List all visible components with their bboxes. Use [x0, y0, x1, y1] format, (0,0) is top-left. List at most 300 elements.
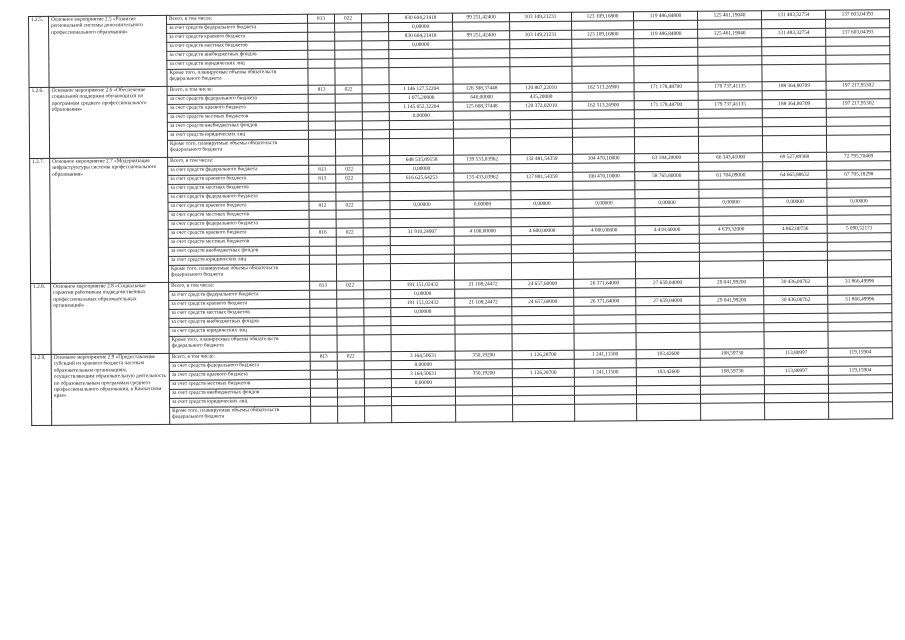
section-code-cell: [336, 156, 363, 165]
amount-cell: 1 126,28700: [512, 368, 574, 377]
amount-cell: 4 000,00000: [573, 226, 635, 235]
amount-cell: 69 527,89368: [763, 152, 827, 162]
section-code-cell: [337, 370, 364, 379]
amount-cell: 120 807,22010: [510, 83, 572, 92]
amount-cell: 26 371,64000: [574, 297, 636, 306]
grbs-code-cell: [310, 379, 337, 388]
amount-cell: [511, 208, 573, 217]
amount-cell: 103,42600: [636, 349, 700, 359]
amount-cell: 21 108,24472: [455, 298, 512, 307]
section-name: Основное мероприятие 2.5 «Развитие региональной системы дополнительного профессионального образования»: [49, 15, 168, 87]
empty-code-cell: [362, 68, 389, 85]
amount-cell: 1 075,20000: [389, 93, 453, 103]
amount-cell: [455, 307, 512, 316]
empty-code-cell: [364, 299, 391, 308]
amount-cell: 0,00000: [699, 198, 763, 208]
amount-cell: [574, 306, 636, 315]
empty-code-cell: [362, 103, 389, 112]
amount-cell: [572, 57, 634, 66]
amount-cell: [699, 261, 763, 279]
grbs-code-cell: [309, 255, 336, 264]
section-code-cell: [336, 192, 363, 201]
amount-cell: [699, 234, 763, 244]
amount-cell: [572, 110, 634, 119]
amount-cell: [826, 117, 890, 127]
amount-cell: [513, 404, 575, 421]
amount-cell: [826, 46, 890, 56]
amount-cell: [512, 306, 574, 315]
amount-cell: [573, 253, 635, 262]
amount-cell: 103 149,21231: [509, 12, 571, 21]
section-number: 1.2.7.: [30, 158, 51, 283]
amount-cell: [636, 394, 700, 404]
empty-code-cell: [362, 32, 389, 41]
amount-cell: [455, 334, 512, 351]
amount-cell: [455, 325, 512, 334]
amount-cell: 119,15904: [828, 366, 892, 376]
grbs-code-cell: [308, 68, 335, 85]
amount-cell: [572, 39, 634, 48]
section-code-cell: [337, 326, 364, 335]
empty-code-cell: [363, 201, 390, 210]
amount-cell: [574, 377, 636, 386]
empty-code-cell: [362, 23, 389, 32]
budget-table: [28, 9, 893, 426]
funding-source-label: за счет средств юридических лиц: [169, 326, 310, 336]
amount-cell: [765, 402, 829, 420]
amount-cell: [510, 119, 572, 128]
amount-cell: 350,19200: [455, 369, 512, 378]
funding-source-label: за счет средств федерального бюджета: [169, 361, 310, 371]
amount-cell: 350,19200: [455, 351, 512, 360]
amount-cell: [763, 161, 827, 171]
section-code-cell: [335, 121, 362, 130]
grbs-code-cell: [308, 94, 335, 103]
empty-code-cell: [364, 308, 391, 317]
amount-cell: [510, 48, 572, 57]
empty-code-cell: [363, 165, 390, 174]
amount-cell: [762, 90, 826, 100]
empty-code-cell: [362, 41, 389, 50]
amount-cell: [764, 331, 828, 349]
empty-code-cell: [362, 112, 389, 121]
section-code-cell: [335, 59, 362, 68]
section-name: Основное мероприятие 2.8 «Социальные гарантии работникам подведомственных профессиональных образовательных организаций»: [51, 282, 170, 354]
amount-cell: 1 241,11500: [574, 350, 636, 359]
amount-cell: [827, 260, 891, 278]
amount-cell: 64 665,88632: [763, 170, 827, 180]
amount-cell: 179 737,41135: [698, 100, 762, 110]
funding-source-label: за счет средств федерального бюджета: [167, 94, 308, 104]
funding-source-label: за счет средств местных бюджетов: [167, 41, 308, 51]
amount-cell: 1 241,11500: [574, 368, 636, 377]
amount-cell: 67 705,18298: [827, 170, 891, 180]
amount-cell: [572, 119, 634, 128]
amount-cell: 27 659,04000: [636, 296, 700, 306]
grbs-code-cell: [308, 50, 335, 59]
funding-source-label: Всего, в том числе:: [169, 352, 310, 362]
empty-code-cell: [365, 406, 392, 423]
grbs-code-cell: 813: [310, 352, 337, 361]
section-code-cell: [337, 379, 364, 388]
funding-source-label: Всего, в том числе:: [166, 14, 307, 24]
amount-cell: [634, 136, 698, 154]
amount-cell: 4 100,00000: [454, 227, 511, 236]
funding-source-label: за счет средств внебюджетных фондов: [169, 317, 310, 327]
amount-cell: [510, 57, 572, 66]
amount-cell: 0,00000: [391, 378, 455, 388]
funding-source-label: Кроме того, планируемые объемы обязательств федерального бюджета: [169, 335, 310, 353]
amount-cell: [573, 262, 635, 279]
amount-cell: 137 603,04393: [825, 10, 889, 20]
amount-cell: 100 470,10000: [573, 172, 635, 181]
funding-source-label: за счет средств местных бюджетов: [167, 112, 308, 122]
funding-source-label: за счет средств краевого бюджета: [167, 103, 308, 113]
amount-cell: [699, 207, 763, 217]
amount-cell: [390, 263, 454, 281]
funding-source-label: за счет средств краевого бюджета: [167, 32, 308, 42]
grbs-code-cell: 813: [308, 85, 335, 94]
funding-source-label: Кроме того, планируемые объемы обязательств федерального бюджета: [167, 139, 308, 157]
empty-code-cell: [364, 388, 391, 397]
amount-cell: 0,00000: [763, 197, 827, 207]
amount-cell: [510, 137, 572, 154]
funding-source-label: за счет средств федерального бюджета: [167, 23, 308, 33]
amount-cell: 191 151,02432: [391, 280, 455, 290]
amount-cell: [634, 65, 698, 83]
amount-cell: 132 481,54359: [511, 154, 573, 163]
amount-cell: [453, 129, 510, 138]
amount-cell: 0,00000: [390, 200, 454, 210]
grbs-code-cell: [309, 156, 336, 165]
section-code-cell: [337, 317, 364, 326]
amount-cell: 197 217,95302: [826, 81, 890, 91]
grbs-code-cell: [311, 397, 338, 406]
grbs-code-cell: [308, 139, 335, 156]
section-code-cell: [337, 299, 364, 308]
amount-cell: [392, 405, 456, 423]
amount-cell: 4 862,00736: [763, 224, 827, 234]
amount-cell: 21 108,24472: [455, 280, 512, 289]
amount-cell: [572, 48, 634, 57]
section-number: 1.2.6.: [29, 87, 50, 158]
amount-cell: 0,00000: [390, 164, 454, 174]
amount-cell: 0,00000: [635, 198, 699, 208]
amount-cell: 3 164,50631: [391, 369, 455, 379]
section-name: Основное мероприятие 2.9 «Предоставление субсидий из краевого бюджета частным образовательным организациям, осуществляющим образовательную деятельность по образовательным программам среднего профессионального образования, в Камчатском крае»: [51, 353, 170, 425]
section-code-cell: [336, 246, 363, 255]
amount-cell: [762, 126, 826, 136]
section-code-cell: [335, 68, 362, 85]
amount-cell: [699, 162, 763, 172]
amount-cell: 0,00000: [389, 22, 453, 32]
amount-cell: 0,00000: [391, 307, 455, 317]
grbs-code-cell: [308, 23, 335, 32]
amount-cell: [762, 135, 826, 153]
amount-cell: [511, 163, 573, 172]
amount-cell: 104 470,10000: [573, 154, 635, 163]
section-code-cell: 022: [335, 85, 362, 94]
section-code-cell: 022: [334, 14, 361, 23]
amount-cell: [511, 190, 573, 199]
amount-cell: [573, 190, 635, 199]
amount-cell: 66 343,41000: [699, 153, 763, 163]
amount-cell: [510, 66, 572, 83]
amount-cell: [762, 64, 826, 82]
amount-cell: 61 704,09000: [699, 171, 763, 181]
amount-cell: [573, 208, 635, 217]
amount-cell: [699, 180, 763, 190]
empty-code-cell: [364, 370, 391, 379]
empty-code-cell: [363, 156, 390, 165]
grbs-code-cell: [310, 335, 337, 352]
section-code-cell: [335, 94, 362, 103]
grbs-code-cell: 812: [309, 201, 336, 210]
amount-cell: [453, 138, 510, 155]
section-code-cell: [335, 112, 362, 121]
amount-cell: [391, 325, 455, 335]
amount-cell: [512, 324, 574, 333]
amount-cell: 830 604,21418: [389, 31, 453, 41]
grbs-code-cell: 813: [309, 165, 336, 174]
amount-cell: [512, 395, 574, 404]
amount-cell: [826, 108, 890, 118]
amount-cell: 0,00000: [389, 40, 453, 50]
amount-cell: 72 795,70469: [827, 152, 891, 162]
funding-source-label: за счет средств юридических лиц: [167, 59, 308, 69]
amount-cell: 648 535,89158: [390, 155, 454, 165]
amount-cell: 179 737,41135: [698, 82, 762, 92]
section-code-cell: [336, 237, 363, 246]
grbs-code-cell: [310, 370, 337, 379]
amount-cell: [698, 65, 762, 83]
amount-cell: 137 603,04393: [826, 28, 890, 38]
section-code-cell: 022: [337, 352, 364, 361]
grbs-code-cell: [310, 317, 337, 326]
section-code-cell: [335, 50, 362, 59]
amount-cell: [510, 21, 572, 30]
section-number: 1.2.8.: [31, 283, 52, 354]
empty-code-cell: [363, 192, 390, 201]
empty-code-cell: [363, 228, 390, 237]
amount-cell: 31 866,49996: [828, 277, 892, 287]
amount-cell: [635, 261, 699, 279]
grbs-code-cell: [308, 130, 335, 139]
section-code-cell: [335, 32, 362, 41]
amount-cell: [511, 253, 573, 262]
amount-cell: [572, 66, 634, 83]
amount-cell: 0,00000: [454, 200, 511, 209]
amount-cell: [636, 287, 700, 297]
funding-source-label: за счет средств краевого бюджета: [168, 228, 309, 238]
amount-cell: [574, 395, 636, 404]
amount-cell: 58 765,80000: [635, 171, 699, 181]
empty-code-cell: [363, 219, 390, 228]
funding-source-label: за счет средств краевого бюджета: [168, 201, 309, 211]
amount-cell: [572, 92, 634, 101]
amount-cell: 125 461,19040: [697, 11, 761, 21]
amount-cell: [763, 206, 827, 216]
amount-cell: [389, 67, 453, 85]
funding-source-label: за счет средств местных бюджетов: [168, 183, 309, 193]
amount-cell: 0,00000: [827, 197, 891, 207]
section-code-cell: [335, 23, 362, 32]
funding-source-label: за счет средств юридических лиц: [170, 397, 311, 407]
amount-cell: [511, 217, 573, 226]
amount-cell: [636, 332, 700, 350]
amount-cell: 1 146 127,52204: [389, 84, 453, 94]
section-code-cell: [337, 388, 364, 397]
empty-code-cell: [365, 397, 392, 406]
empty-code-cell: [362, 50, 389, 59]
grbs-code-cell: [309, 219, 336, 228]
amount-cell: [763, 233, 827, 243]
amount-cell: 0,00000: [511, 199, 573, 208]
amount-cell: 24 657,60000: [512, 297, 574, 306]
empty-code-cell: [363, 174, 390, 183]
empty-code-cell: [362, 85, 389, 94]
funding-source-label: за счет средств федерального бюджета: [168, 219, 309, 229]
amount-cell: [763, 215, 827, 225]
amount-cell: [763, 260, 827, 278]
amount-cell: [512, 315, 574, 324]
amount-cell: [392, 396, 456, 406]
amount-cell: 99 251,42400: [453, 31, 510, 40]
funding-source-label: Кроме того, планируемые объемы обязательств федерального бюджета: [167, 68, 308, 86]
amount-cell: [574, 386, 636, 395]
amount-cell: 126 308,37448: [453, 84, 510, 93]
amount-cell: [637, 403, 701, 421]
amount-cell: 5 090,52171: [827, 224, 891, 234]
amount-cell: [454, 254, 511, 263]
amount-cell: [826, 37, 890, 47]
funding-source-label: за счет средств внебюджетных фондов: [169, 388, 310, 398]
amount-cell: [574, 324, 636, 333]
amount-cell: [699, 189, 763, 199]
funding-source-label: Всего, в том числе:: [168, 156, 309, 166]
funding-source-label: Кроме того, планируемые объемы обязательств федерального бюджета: [170, 406, 311, 424]
amount-cell: 99 251,42400: [452, 13, 509, 22]
amount-cell: [455, 289, 512, 298]
section-code-cell: [335, 139, 362, 156]
amount-cell: 30 436,00762: [764, 295, 828, 305]
amount-cell: [762, 117, 826, 127]
amount-cell: [636, 305, 700, 315]
grbs-code-cell: [310, 326, 337, 335]
amount-cell: [391, 334, 455, 352]
section-code-cell: 022: [336, 228, 363, 237]
funding-source-label: за счет средств федерального бюджета: [169, 290, 310, 300]
amount-cell: [572, 21, 634, 30]
amount-cell: [635, 252, 699, 262]
amount-cell: [636, 376, 700, 386]
empty-code-cell: [364, 361, 391, 370]
amount-cell: [826, 55, 890, 65]
amount-cell: [455, 396, 512, 405]
amount-cell: [512, 386, 574, 395]
funding-source-label: Всего, в том числе:: [167, 85, 308, 95]
amount-cell: [511, 262, 573, 279]
section-code-cell: [336, 219, 363, 228]
section-code-cell: 022: [337, 281, 364, 290]
amount-cell: [762, 55, 826, 65]
empty-code-cell: [364, 379, 391, 388]
amount-cell: 108,59730: [700, 349, 764, 359]
funding-source-label: за счет средств юридических лиц: [167, 130, 308, 140]
amount-cell: [826, 90, 890, 100]
amount-cell: 135 433,03962: [454, 173, 511, 182]
amount-cell: [701, 403, 765, 421]
empty-code-cell: [362, 94, 389, 103]
amount-cell: 139 533,03962: [454, 155, 511, 164]
grbs-code-cell: 813: [310, 281, 337, 290]
amount-cell: 108,59730: [700, 367, 764, 377]
empty-code-cell: [364, 290, 391, 299]
grbs-code-cell: 813: [307, 14, 334, 23]
funding-source-label: за счет средств краевого бюджета: [169, 370, 310, 380]
funding-source-label: за счет средств местных бюджетов: [168, 237, 309, 247]
amount-cell: [826, 126, 890, 136]
grbs-code-cell: [308, 121, 335, 130]
amount-cell: 119,15904: [828, 348, 892, 358]
amount-cell: [454, 236, 511, 245]
empty-code-cell: [362, 130, 389, 139]
amount-cell: 29 041,99200: [700, 278, 764, 288]
amount-cell: [826, 135, 890, 153]
empty-code-cell: [362, 121, 389, 130]
budget-table-body: [29, 10, 893, 426]
amount-cell: 3 164,50631: [391, 351, 455, 361]
section-code-cell: [337, 290, 364, 299]
section-code-cell: [336, 255, 363, 264]
amount-cell: [454, 218, 511, 227]
amount-cell: 162 513,26900: [572, 101, 634, 110]
amount-cell: 0,00000: [389, 111, 453, 121]
grbs-code-cell: [309, 246, 336, 255]
empty-code-cell: [364, 335, 391, 352]
section-code-cell: 022: [336, 165, 363, 174]
amount-cell: 26 371,64000: [574, 279, 636, 288]
funding-source-label: за счет средств краевого бюджета: [169, 299, 310, 309]
amount-cell: 63 184,20000: [635, 153, 699, 163]
funding-source-label: за счет средств внебюджетных фондов: [167, 121, 308, 131]
grbs-code-cell: 816: [309, 228, 336, 237]
amount-cell: [762, 108, 826, 118]
funding-source-label: за счет средств внебюджетных фондов: [168, 246, 309, 256]
section-code-cell: [336, 183, 363, 192]
amount-cell: 103,42600: [636, 367, 700, 377]
section-name: Основное мероприятие 2.7 «Модернизация инфраструктуры системы профессионального образования»: [50, 157, 169, 283]
funding-source-label: за счет средств юридических лиц: [168, 255, 309, 265]
amount-cell: [574, 288, 636, 297]
amount-cell: [453, 111, 510, 120]
amount-cell: 113,80997: [764, 366, 828, 376]
amount-cell: 125 461,19040: [698, 29, 762, 39]
grbs-code-cell: [308, 41, 335, 50]
section-code-cell: [335, 41, 362, 50]
empty-code-cell: [363, 210, 390, 219]
section-code-cell: [337, 361, 364, 370]
empty-code-cell: [363, 183, 390, 192]
amount-cell: [574, 333, 636, 350]
grbs-code-cell: [308, 112, 335, 121]
grbs-code-cell: [309, 210, 336, 219]
amount-cell: [573, 244, 635, 253]
amount-cell: 435,20000: [510, 92, 572, 101]
amount-cell: 0,00000: [391, 360, 455, 370]
amount-cell: 1 126,28700: [512, 350, 574, 359]
amount-cell: [699, 216, 763, 226]
